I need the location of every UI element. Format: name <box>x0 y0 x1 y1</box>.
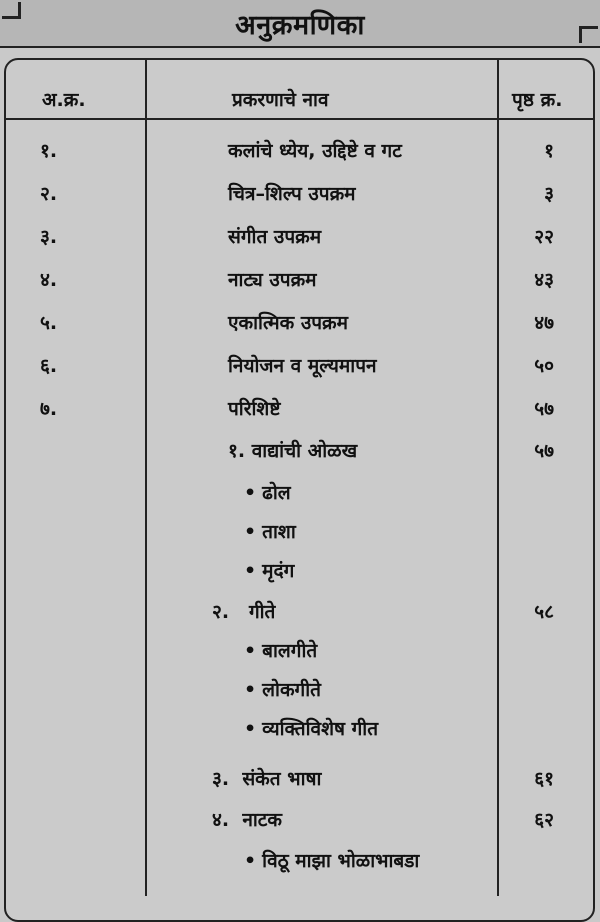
list-item <box>0 637 600 677</box>
page-title: अनुक्रमणिका <box>235 9 365 41</box>
page-number: ५७ <box>534 440 554 462</box>
subsection-name: ३. संकेत भाषा <box>212 768 322 790</box>
table-header <box>4 60 593 120</box>
page-number: ५० <box>534 355 554 377</box>
header-chapter-name: प्रकरणाचे नाव <box>232 89 329 111</box>
row-number: ३. <box>40 226 58 248</box>
list-item-label: लोकगीते <box>262 679 321 701</box>
row-number: ६. <box>40 355 58 377</box>
subsection-row <box>0 598 600 638</box>
page-number: २२ <box>534 226 554 248</box>
table-row <box>0 137 600 177</box>
bullet-icon: • <box>244 482 257 504</box>
list-item-label: विठू माझा भोळाभाबडा <box>262 850 420 872</box>
bullet-icon: • <box>244 679 257 701</box>
page-number: ४३ <box>534 269 554 291</box>
chapter-name: परिशिष्टे <box>228 398 281 420</box>
page-number: ३ <box>544 183 554 205</box>
row-number: ४. <box>40 269 58 291</box>
chapter-name: कलांचे ध्येय, उद्दिष्टे व गट <box>228 140 402 162</box>
table-row <box>0 395 600 435</box>
table-row <box>0 309 600 349</box>
subsection-row <box>0 806 600 846</box>
list-item-label: व्यक्तिविशेष गीत <box>262 718 379 740</box>
page-number: ५७ <box>534 398 554 420</box>
header-serial-number: अ.क्र. <box>42 89 86 111</box>
corner-ornament-right <box>579 26 598 43</box>
row-number: ७. <box>40 398 58 420</box>
row-number: १. <box>40 140 58 162</box>
page-number: ६१ <box>534 768 554 790</box>
bullet-icon: • <box>244 521 257 543</box>
table-row <box>0 180 600 220</box>
chapter-name: नाट्य उपक्रम <box>228 269 317 291</box>
bullet-icon: • <box>244 640 257 662</box>
subsection-name: १. वाद्यांची ओळख <box>228 440 358 462</box>
header-page-number: पृष्ठ क्र. <box>512 89 563 111</box>
subsection-row <box>0 437 600 477</box>
corner-ornament-left <box>2 2 21 19</box>
subsection-name: ४. नाटक <box>212 809 282 831</box>
list-item <box>0 518 600 558</box>
title-bar <box>0 0 600 48</box>
list-item <box>0 676 600 716</box>
chapter-name: एकात्मिक उपक्रम <box>228 312 349 334</box>
list-item-label: ढोल <box>262 482 291 504</box>
chapter-name: नियोजन व मूल्यमापन <box>228 355 377 377</box>
row-number: २. <box>40 183 58 205</box>
list-item-label: ताशा <box>262 521 296 543</box>
list-item <box>0 557 600 597</box>
subsection-row <box>0 765 600 805</box>
page-number: ५८ <box>534 601 554 623</box>
page-number: ४७ <box>534 312 554 334</box>
bullet-icon: • <box>244 560 257 582</box>
row-number: ५. <box>40 312 58 334</box>
list-item <box>0 479 600 519</box>
subsection-name: २. गीते <box>212 601 276 623</box>
list-item-label: बालगीते <box>262 640 318 662</box>
page-number: ६२ <box>534 809 554 831</box>
page-number: १ <box>544 140 554 162</box>
chapter-name: चित्र–शिल्प उपक्रम <box>228 183 356 205</box>
list-item <box>0 715 600 755</box>
list-item-label: मृदंग <box>262 560 295 582</box>
chapter-name: संगीत उपक्रम <box>228 226 322 248</box>
list-item <box>0 847 600 887</box>
bullet-icon: • <box>244 850 257 872</box>
table-row <box>0 223 600 263</box>
table-row <box>0 266 600 306</box>
bullet-icon: • <box>244 718 257 740</box>
table-row <box>0 352 600 392</box>
